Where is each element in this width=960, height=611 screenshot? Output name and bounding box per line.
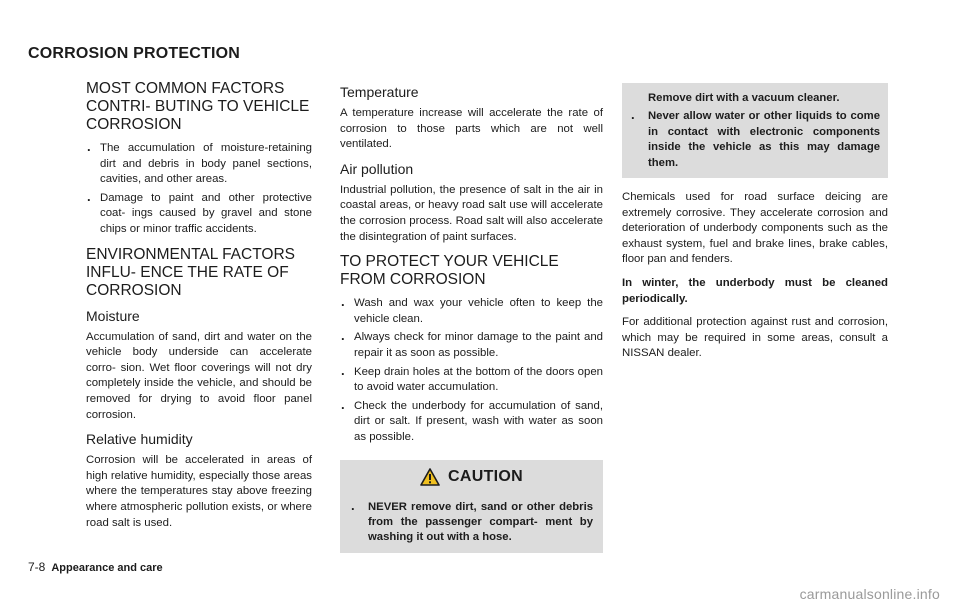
caution-item: . NEVER remove dirt, sand or other debris from the passenger compart- ment by washing it out with a hose. [350,500,593,546]
paragraph-additional-protection: For additional protection against rust and corrosion, which may be required in some areas, consult a NISSAN dealer. [622,316,888,360]
warning-triangle-icon [420,468,440,486]
list-item: . Always check for minor damage to the paint and repair it as soon as possible. [340,330,603,361]
protect-list [340,296,603,445]
paragraph-air-pollution: Industrial pollution, the presence of salt in the air in coastal areas, or heavy road salt use will accelerate the corrosion process. Road salt will also accelerate the disintegration of paint surfaces. [340,183,603,243]
heading-environmental-factors: ENVIRONMENTAL FACTORS INFLU- ENCE THE RATE OF CORROSION [86,245,295,299]
heading-protect-vehicle: TO PROTECT YOUR VEHICLE FROM CORROSION [340,253,559,289]
column-3 [622,83,888,370]
column-2 [340,80,603,553]
subheading-temperature: Temperature [340,84,419,100]
list-item: . Damage to paint and other protective coat- ings caused by gravel and stone chips or minor traffic accidents. [86,191,312,238]
subheading-air-pollution: Air pollution [340,160,414,177]
list-item: . The accumulation of moisture-retaining dirt and debris in body panel sections, cavities, and other areas. [86,141,312,188]
caution-body [340,494,603,553]
caution-title: CAUTION [448,467,523,485]
list-item: . Keep drain holes at the bottom of the doors open to avoid water accumulation. [340,365,603,396]
factors-list [86,141,312,238]
page-number: 7-8 [28,560,46,574]
column-1 [86,80,312,539]
caution-continued [622,83,888,178]
section-name: Appearance and care [51,562,163,574]
list-item: . Wash and wax your vehicle often to keep the vehicle clean. [340,296,603,327]
heading-common-factors: MOST COMMON FACTORS CONTRI- BUTING TO VEHICLE CORROSION [86,80,310,133]
subheading-relative-humidity: Relative humidity [86,431,193,448]
paragraph-temperature: A temperature increase will accelerate the rate of corrosion to those parts which are not well ventilated. [340,107,603,151]
caution-item: . Never allow water or other liquids to come in contact with electronic components inside the vehicle as this may damage them. [630,109,880,171]
paragraph-chemicals: Chemicals used for road surface deicing are extremely corrosive. They accelerate corrosion and deterioration of underbody components such as the exhaust system, fuel and brake lines, brake cables, floor pan and fenders. [622,191,888,266]
caution-header [340,460,603,494]
paragraph-winter: In winter, the underbody must be cleaned periodically. [622,277,888,305]
watermark: carmanualsonline.info [799,586,940,602]
paragraph-relative-humidity: Corrosion will be accelerated in areas of high relative humidity, especially those areas where the temperatures stay above freezing where atmospheric pollution exists, or where road salt is used. [86,454,312,529]
paragraph-moisture: Accumulation of sand, dirt and water on the vehicle body underside can accelerate corro- sion. Wet floor coverings will not dry completely inside the vehicle, and should be removed for drying to avoid floor panel corrosion. [86,330,312,421]
list-item: . Check the underbody for accumulation of sand, dirt or salt. If present, wash with water as soon as possible. [340,399,603,446]
page-footer [28,560,163,574]
page-title: CORROSION PROTECTION [28,45,241,62]
caution-continued-text: Remove dirt with a vacuum cleaner. [648,92,840,104]
subheading-moisture: Moisture [86,307,140,324]
